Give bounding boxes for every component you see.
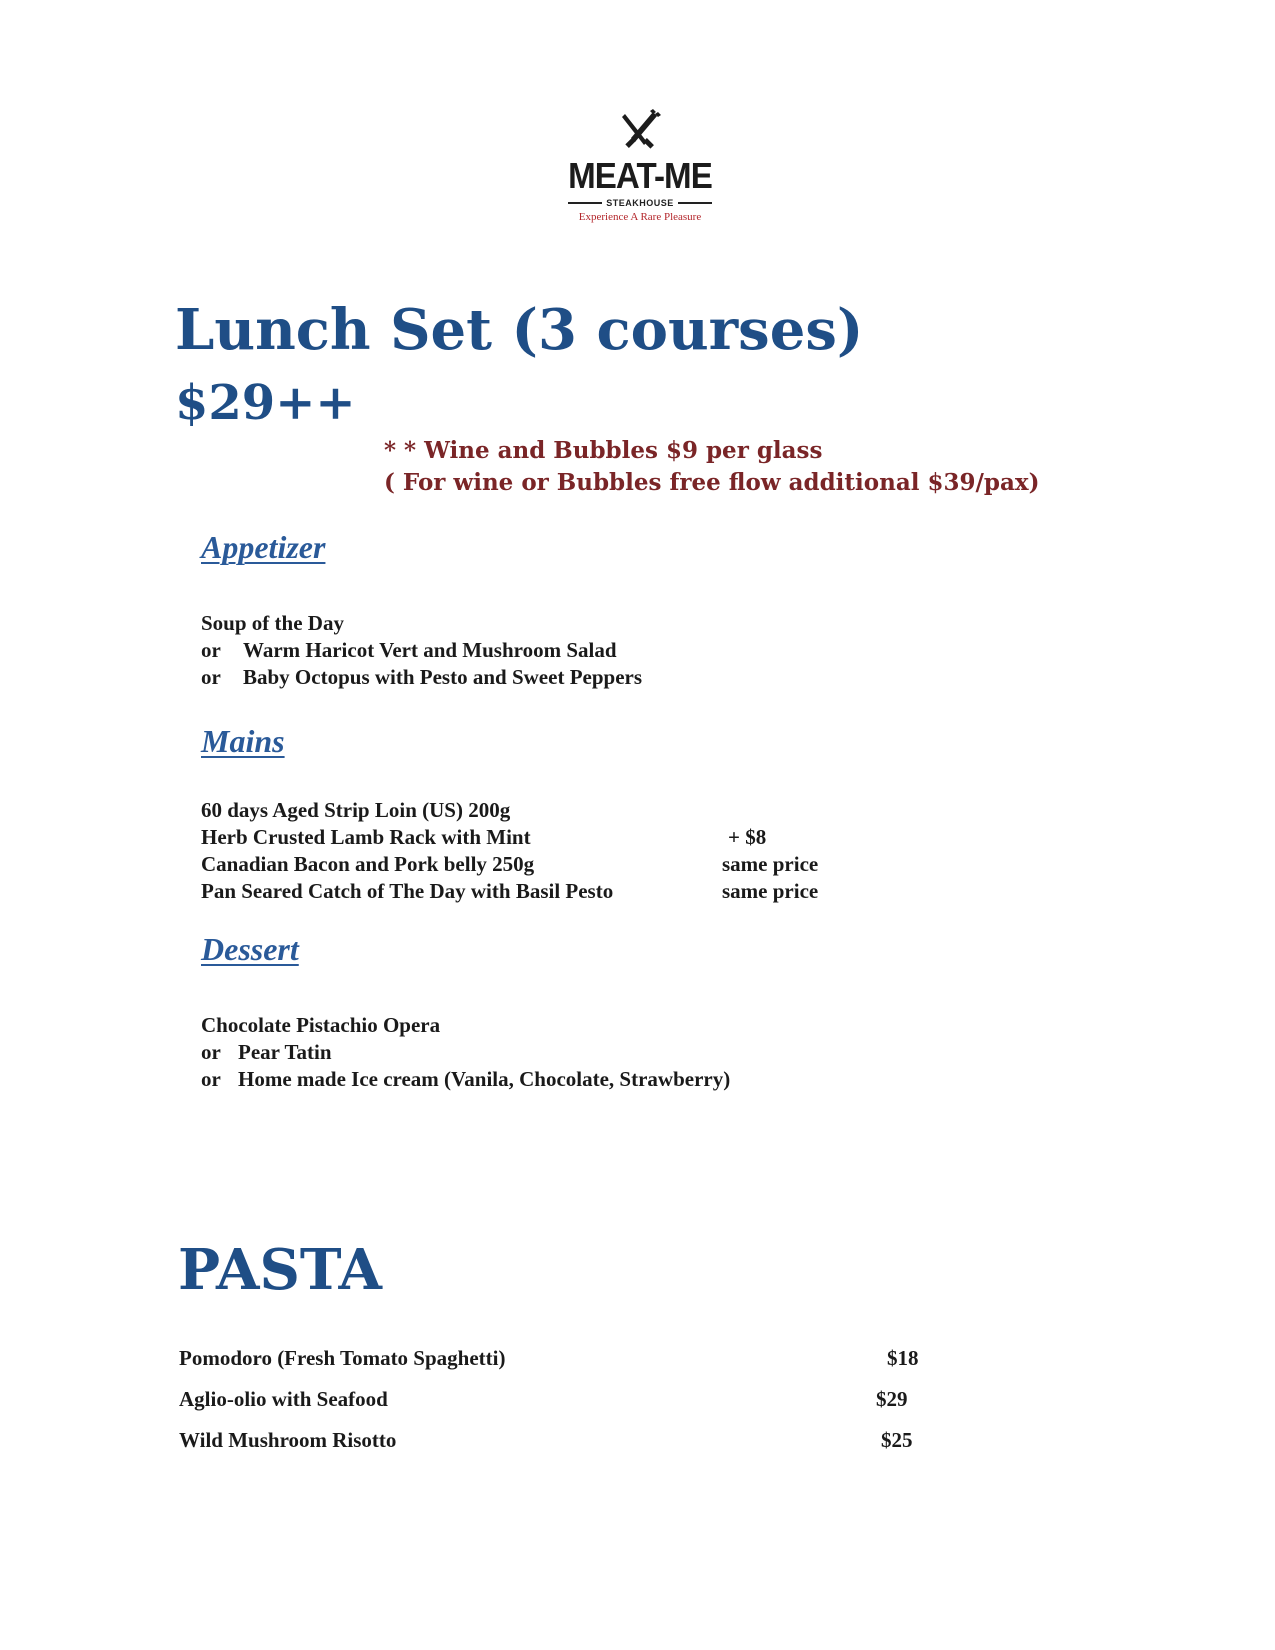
menu-item-prefix: or	[201, 1040, 221, 1064]
appetizer-title: Appetizer	[201, 529, 326, 565]
menu-item	[201, 1066, 730, 1093]
pasta-item-price: $29	[876, 1387, 908, 1411]
brand-subtitle: STEAKHOUSE	[606, 198, 674, 208]
lunch-set-title: Lunch Set (3 courses)	[175, 297, 864, 363]
free-flow-note: ( For wine or Bubbles free flow additional $39/pax)	[384, 469, 1040, 496]
pasta-item-name: Aglio-olio with Seafood	[179, 1387, 388, 1411]
divider	[568, 202, 602, 204]
menu-item-name: Pan Seared Catch of The Day with Basil Pesto	[201, 879, 614, 903]
menu-item	[201, 610, 344, 637]
menu-item-price: same price	[722, 879, 819, 903]
menu-item-price: + $8	[728, 825, 767, 849]
menu-item	[201, 664, 642, 691]
menu-item	[201, 851, 534, 878]
menu-item-prefix: or	[201, 1067, 221, 1091]
menu-item	[201, 824, 531, 851]
menu-item	[201, 637, 617, 664]
menu-item	[201, 1012, 440, 1039]
menu-item-name: Pear Tatin	[238, 1040, 332, 1064]
menu-item-name: Baby Octopus with Pesto and Sweet Peppers	[243, 665, 643, 689]
menu-item-prefix: or	[201, 665, 221, 689]
pasta-title: PASTA	[178, 1237, 382, 1303]
pasta-item-price: $25	[881, 1428, 913, 1452]
menu-item-name: Warm Haricot Vert and Mushroom Salad	[243, 638, 617, 662]
brand-name: MEAT-ME	[568, 155, 712, 196]
menu-item-name: Home made Ice cream (Vanila, Chocolate, Strawberry)	[238, 1067, 731, 1091]
menu-item-name: Soup of the Day	[201, 611, 344, 635]
logo	[560, 108, 720, 223]
brand-tagline: Experience A Rare Pleasure	[578, 211, 702, 223]
brand-sub-row	[560, 198, 720, 208]
menu-item-name: Herb Crusted Lamb Rack with Mint	[201, 825, 531, 849]
menu-item-name: 60 days Aged Strip Loin (US) 200g	[201, 798, 511, 822]
menu-item	[201, 797, 510, 824]
menu-item-name: Chocolate Pistachio Opera	[201, 1013, 441, 1037]
menu-item	[201, 878, 613, 905]
menu-item-name: Canadian Bacon and Pork belly 250g	[201, 852, 535, 876]
mains-title: Mains	[201, 723, 285, 759]
wine-note: * * Wine and Bubbles $9 per glass	[384, 437, 823, 464]
pasta-item-price: $18	[887, 1346, 919, 1370]
crossed-knife-fork-icon	[617, 108, 663, 154]
pasta-item-name: Pomodoro (Fresh Tomato Spaghetti)	[179, 1346, 506, 1370]
menu-item	[201, 1039, 332, 1066]
lunch-set-price: $29++	[175, 375, 356, 431]
dessert-title: Dessert	[201, 931, 299, 967]
menu-item-price: same price	[722, 852, 819, 876]
menu-item-prefix: or	[201, 638, 221, 662]
pasta-item-name: Wild Mushroom Risotto	[179, 1428, 397, 1452]
divider	[678, 202, 712, 204]
